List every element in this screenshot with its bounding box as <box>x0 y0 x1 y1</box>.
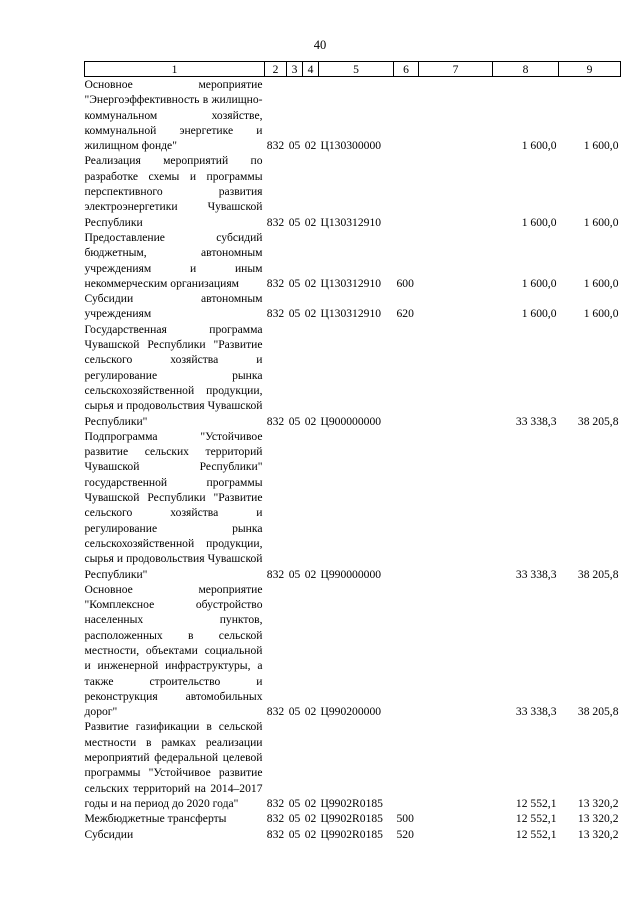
column-header: 1 <box>85 62 265 77</box>
row-code-target: Ц9902R0185 <box>320 796 383 810</box>
row-code-target: Ц990200000 <box>320 705 382 719</box>
table-row <box>85 582 621 720</box>
row-code-expense-type <box>394 322 419 429</box>
row-code-target: Ц130312910 <box>320 307 382 321</box>
row-name: Государственная программа Чувашской Республики "Развитие сельского хозяйства и регулирование рынка сельскохозяйственной продукции, сырья и продовольствия Чувашской Республики" <box>84 322 263 428</box>
row-amount-year1: 12 552,1 <box>515 812 557 826</box>
column-header: 8 <box>493 62 559 77</box>
row-code-subsection: 02 <box>304 827 317 841</box>
row-code-admin: 832 <box>266 567 285 581</box>
row-code-section: 05 <box>288 812 301 826</box>
row-code-admin: 832 <box>266 307 285 321</box>
row-amount-year2: 38 205,8 <box>577 705 619 719</box>
row-code-target: Ц130300000 <box>320 139 382 153</box>
row-name: Предоставление субсидий бюджетным, автономным учреждениям и иным некоммерческим организациям <box>84 230 263 290</box>
row-code-subsection: 02 <box>304 567 317 581</box>
table-row <box>85 811 621 826</box>
table-row <box>85 230 621 291</box>
row-code-admin: 832 <box>266 827 285 841</box>
row-code-section: 05 <box>288 567 301 581</box>
row-code-expense-type <box>394 719 419 811</box>
row-amount-year2: 13 320,2 <box>577 796 619 810</box>
row-code-admin: 832 <box>266 215 285 229</box>
row-col7 <box>419 230 493 291</box>
page-number: 40 <box>313 38 327 52</box>
column-header-row <box>85 62 621 77</box>
row-name: Субсидии <box>84 827 134 841</box>
table-row <box>85 153 621 229</box>
row-name: Основное мероприятие "Энергоэффективность в жилищно-коммунальном хозяйстве, коммунальной энергетике и жилищном фонде" <box>84 78 263 153</box>
table-row <box>85 291 621 322</box>
row-code-expense-type: 620 <box>396 307 414 321</box>
row-amount-year2: 13 320,2 <box>577 812 619 826</box>
row-amount-year2: 1 600,0 <box>583 307 619 321</box>
table-row <box>85 429 621 582</box>
table-row <box>85 719 621 811</box>
row-col7 <box>419 429 493 582</box>
row-code-target: Ц9902R0185 <box>320 827 383 841</box>
row-amount-year1: 1 600,0 <box>521 215 557 229</box>
row-code-section: 05 <box>288 796 301 810</box>
row-amount-year1: 12 552,1 <box>515 796 557 810</box>
row-code-expense-type: 520 <box>396 827 414 841</box>
row-col7 <box>419 719 493 811</box>
column-header: 4 <box>303 62 319 77</box>
row-code-subsection: 02 <box>304 215 317 229</box>
row-code-section: 05 <box>288 827 301 841</box>
budget-table <box>84 61 621 842</box>
column-header: 9 <box>559 62 621 77</box>
table-row <box>85 827 621 842</box>
row-amount-year2: 1 600,0 <box>583 139 619 153</box>
row-amount-year2: 38 205,8 <box>577 567 619 581</box>
row-code-subsection: 02 <box>304 796 317 810</box>
row-col7 <box>419 322 493 429</box>
row-code-expense-type <box>394 429 419 582</box>
row-code-admin: 832 <box>266 414 285 428</box>
row-code-subsection: 02 <box>304 139 317 153</box>
row-code-expense-type: 600 <box>396 276 414 290</box>
row-code-target: Ц990000000 <box>320 567 382 581</box>
row-code-subsection: 02 <box>304 414 317 428</box>
row-name: Межбюджетные трансферты <box>84 812 227 826</box>
table-row <box>85 77 621 154</box>
row-amount-year1: 1 600,0 <box>521 307 557 321</box>
row-name: Развитие газификации в сельской местности в рамках реализации мероприятий федеральной целевой программы "Устойчивое развитие сельских территорий на 2014–2017 годы и на период до 2020 года" <box>84 720 263 810</box>
table-row <box>85 322 621 429</box>
row-amount-year1: 1 600,0 <box>521 276 557 290</box>
row-code-target: Ц9902R0185 <box>320 812 383 826</box>
row-amount-year2: 38 205,8 <box>577 414 619 428</box>
row-col7 <box>419 827 493 842</box>
row-code-admin: 832 <box>266 705 285 719</box>
row-code-admin: 832 <box>266 796 285 810</box>
row-amount-year2: 1 600,0 <box>583 276 619 290</box>
column-header: 5 <box>319 62 394 77</box>
row-code-expense-type <box>394 582 419 720</box>
row-name: Реализация мероприятий по разработке схемы и программы перспективного развития электроэнергетики Чувашской Республики <box>84 154 263 229</box>
row-col7 <box>419 811 493 826</box>
row-name: Основное мероприятие "Комплексное обустройство населенных пунктов, расположенных в сельской местности, объектами социальной и инженерной инфраструктуры, а также строительство и реконструкция автомобильных дорог" <box>84 582 263 719</box>
column-header: 3 <box>287 62 303 77</box>
row-code-subsection: 02 <box>304 276 317 290</box>
row-code-section: 05 <box>288 139 301 153</box>
column-header: 2 <box>265 62 287 77</box>
row-amount-year2: 13 320,2 <box>577 827 619 841</box>
row-code-section: 05 <box>288 215 301 229</box>
row-amount-year1: 1 600,0 <box>521 139 557 153</box>
row-amount-year1: 12 552,1 <box>515 827 557 841</box>
row-code-expense-type <box>394 153 419 229</box>
row-code-subsection: 02 <box>304 307 317 321</box>
row-code-subsection: 02 <box>304 705 317 719</box>
row-code-target: Ц130312910 <box>320 215 382 229</box>
row-code-section: 05 <box>288 307 301 321</box>
row-name: Субсидии автономным учреждениям <box>84 292 263 321</box>
row-col7 <box>419 153 493 229</box>
row-col7 <box>419 582 493 720</box>
row-col7 <box>419 77 493 154</box>
row-code-target: Ц130312910 <box>320 276 382 290</box>
row-code-section: 05 <box>288 414 301 428</box>
row-amount-year2: 1 600,0 <box>583 215 619 229</box>
row-code-admin: 832 <box>266 812 285 826</box>
row-amount-year1: 33 338,3 <box>515 705 557 719</box>
row-code-expense-type <box>394 77 419 154</box>
row-code-section: 05 <box>288 705 301 719</box>
row-amount-year1: 33 338,3 <box>515 414 557 428</box>
row-name: Подпрограмма "Устойчивое развитие сельских территорий Чувашской Республики" государственной программы Чувашской Республики "Развитие сельского хозяйства и регулирование рынка сельскохозяйственной продукции, сырья и продовольствия Чувашской Республики" <box>84 429 263 581</box>
row-amount-year1: 33 338,3 <box>515 567 557 581</box>
row-code-admin: 832 <box>266 276 285 290</box>
row-code-target: Ц900000000 <box>320 414 382 428</box>
row-code-subsection: 02 <box>304 812 317 826</box>
column-header: 6 <box>394 62 419 77</box>
row-col7 <box>419 291 493 322</box>
row-code-expense-type: 500 <box>396 812 414 826</box>
column-header: 7 <box>419 62 493 77</box>
row-code-section: 05 <box>288 276 301 290</box>
row-code-admin: 832 <box>266 139 285 153</box>
